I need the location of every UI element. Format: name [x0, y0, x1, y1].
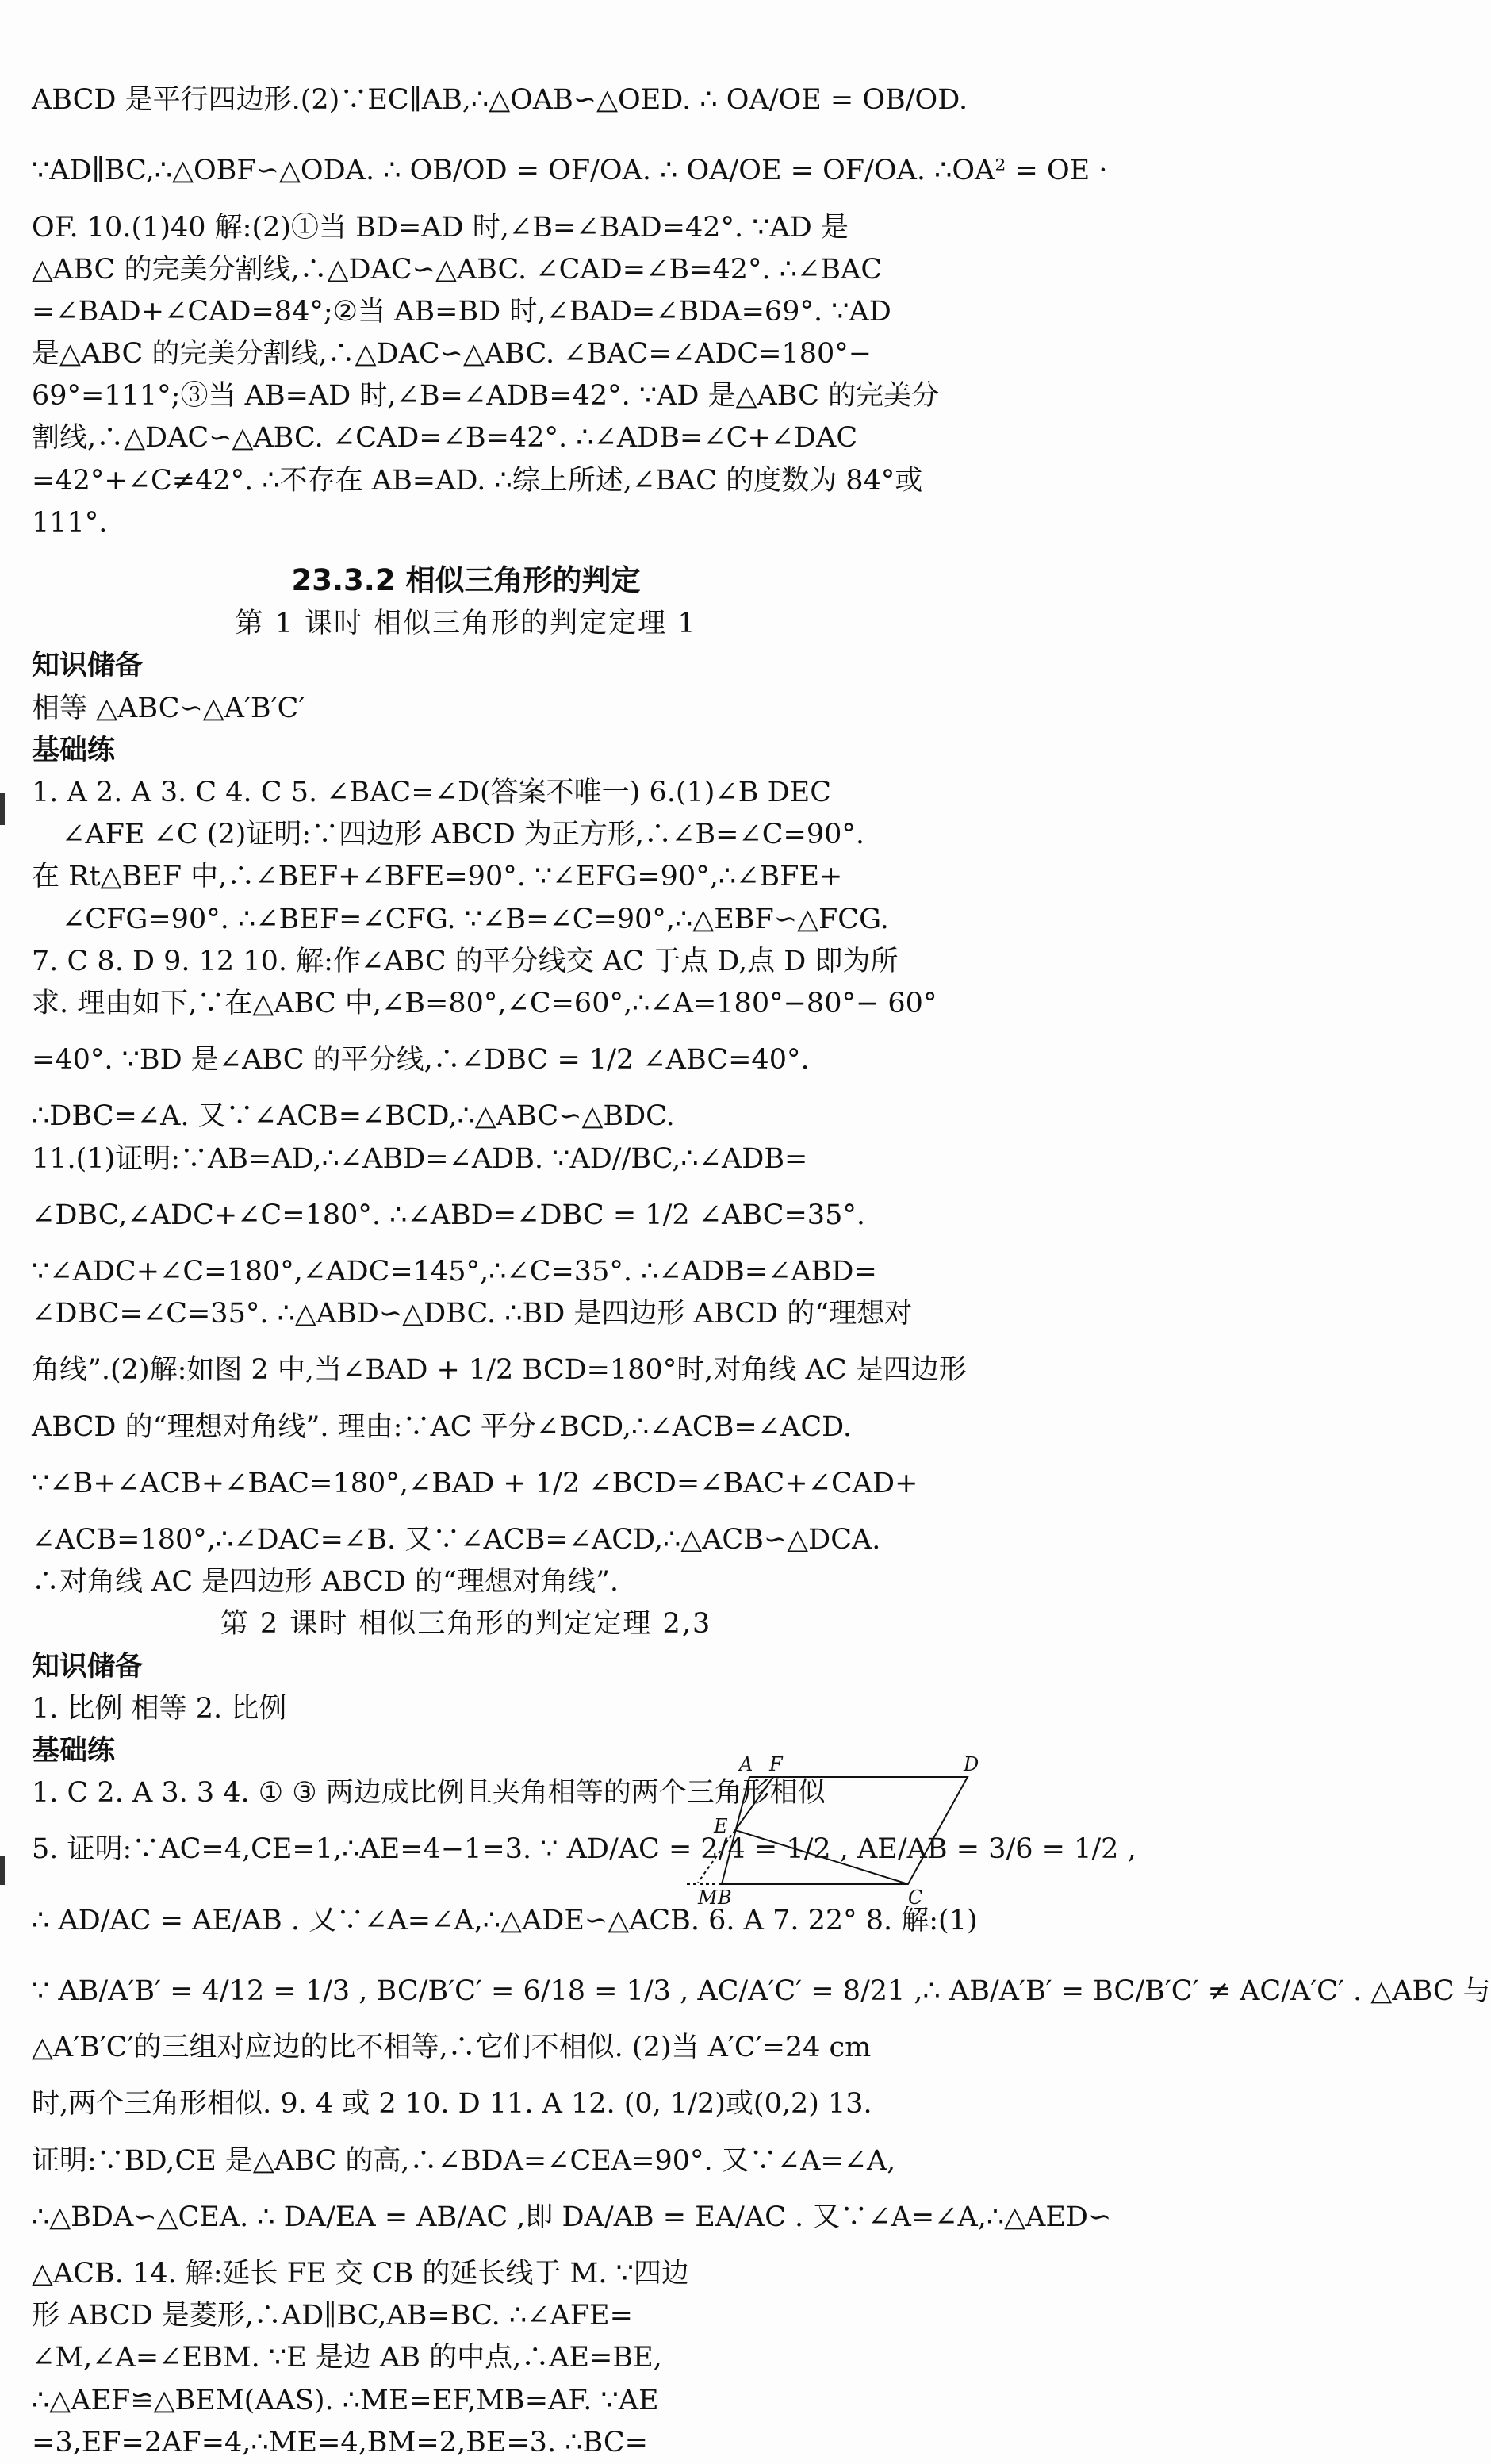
- text-line: 割线,∴△DAC∽△ABC. ∠CAD=∠B=42°. ∴∠ADB=∠C+∠DAC: [32, 422, 858, 455]
- text-line: ∴DBC=∠A. 又∵∠ACB=∠BCD,∴△ABC∽△BDC.: [32, 1100, 675, 1133]
- rhombus-figure: [698, 1753, 991, 1912]
- segment-ec: [735, 1830, 908, 1884]
- text-line: ABCD 是平行四边形.(2)∵EC∥AB,∴△OAB∽△OED. ∴ OA/OE = OB/OD.: [32, 84, 968, 116]
- knowledge-heading: 知识储备: [32, 1650, 144, 1683]
- text-line: ∴ AD/AC = AE/AB . 又∵∠A=∠A,∴△ADE∽△ACB. 6. A 7. 22° 8. 解:(1): [32, 1904, 978, 1936]
- text-line: =3,EF=2AF=4,∴ME=4,BM=2,BE=3. ∴BC=: [32, 2426, 648, 2458]
- text-line: ∠CFG=90°. ∴∠BEF=∠CFG. ∵∠B=∠C=90°,∴△EBF∽△FCG.: [62, 903, 889, 935]
- label-c: C: [908, 1886, 923, 1909]
- text-line: ∴△AEF≌△BEM(AAS). ∴ME=EF,MB=AF. ∵AE: [32, 2384, 659, 2416]
- lesson1-answers: [32, 772, 967, 1603]
- text-line: 69°=111°;③当 AB=AD 时,∠B=∠ADB=42°. ∵AD 是△ABC 的完美分: [32, 380, 940, 413]
- text-line: ∴△BDA∽△CEA. ∴ DA/EA = AB/AC ,即 DA/AB = EA/AC . 又∵∠A=∠A,∴△AED∽: [32, 2201, 1112, 2233]
- intro-block: [32, 65, 1108, 544]
- text-line: ∴对角线 AC 是四边形 ABCD 的“理想对角线”.: [32, 1566, 619, 1599]
- knowledge-answer: 相等 △ABC∽△A′B′C′: [32, 692, 305, 724]
- text-line: 111°.: [32, 506, 108, 539]
- text-line: ∵∠ADC+∠C=180°,∠ADC=145°,∴∠C=35°. ∴∠ADB=∠ABD=: [32, 1255, 877, 1288]
- knowledge-answer: 1. 比例 相等 2. 比例: [32, 1692, 287, 1725]
- binding-edge-mark: [0, 793, 5, 825]
- knowledge-heading: 知识储备: [32, 650, 144, 682]
- text-line: 是△ABC 的完美分割线,∴△DAC∽△ABC. ∠BAC=∠ADC=180°−: [32, 338, 872, 370]
- text-line: =42°+∠C≠42°. ∴不存在 AB=AD. ∴综上所述,∠BAC 的度数为 84°或: [32, 464, 923, 497]
- basic-heading: 基础练: [32, 734, 116, 766]
- text-line: △ACB. 14. 解:延长 FE 交 CB 的延长线于 M. ∵四边: [32, 2257, 689, 2289]
- text-line: ∠AFE ∠C (2)证明:∵四边形 ABCD 为正方形,∴∠B=∠C=90°.: [62, 819, 864, 851]
- section-title: 23.3.2 相似三角形的判定: [291, 563, 641, 597]
- text-line: 在 Rt△BEF 中,∴∠BEF+∠BFE=90°. ∵∠EFG=90°,∴∠BFE+: [32, 861, 843, 893]
- text-line: 角线”.(2)解:如图 2 中,当∠BAD + 1/2 BCD=180°时,对角线 AC 是四边形: [32, 1354, 967, 1387]
- label-e: E: [714, 1815, 728, 1837]
- label-f: F: [769, 1753, 783, 1775]
- text-line: 7. C 8. D 9. 12 10. 解:作∠ABC 的平分线交 AC 于点 D,点 D 即为所: [32, 945, 899, 977]
- text-line: 求. 理由如下,∵在△ABC 中,∠B=80°,∠C=60°,∴∠A=180°−80°− 60°: [32, 987, 937, 1019]
- text-line: =40°. ∵BD 是∠ABC 的平分线,∴∠DBC = 1/2 ∠ABC=40°.: [32, 1044, 810, 1077]
- text-line: OF. 10.(1)40 解:(2)①当 BD=AD 时,∠B=∠BAD=42°. ∵AD 是: [32, 211, 849, 244]
- text-line: ∠M,∠A=∠EBM. ∵E 是边 AB 的中点,∴AE=BE,: [32, 2342, 662, 2374]
- text-line: ∠DBC=∠C=35°. ∴△ABD∽△DBC. ∴BD 是四边形 ABCD 的“理想对: [32, 1298, 913, 1330]
- label-m: M: [698, 1886, 718, 1909]
- label-d: D: [964, 1753, 979, 1775]
- text-line: 11.(1)证明:∵AB=AD,∴∠ABD=∠ADB. ∵AD//BC,∴∠ADB=: [32, 1142, 808, 1175]
- text-line: =∠BAD+∠CAD=84°;②当 AB=BD 时,∠BAD=∠BDA=69°. ∵AD: [32, 295, 891, 328]
- text-line: △A′B′C′的三组对应边的比不相等,∴它们不相似. (2)当 A′C′=24 cm: [32, 2032, 872, 2064]
- text-line: ABCD 的“理想对角线”. 理由:∵AC 平分∠BCD,∴∠ACB=∠ACD.: [32, 1410, 853, 1443]
- text-line: ∠ACB=180°,∴∠DAC=∠B. 又∵∠ACB=∠ACD,∴△ACB∽△DCA.: [32, 1524, 881, 1556]
- lesson-title: 第 1 课时 相似三角形的判定定理 1: [235, 608, 697, 640]
- text-line: 1. A 2. A 3. C 4. C 5. ∠BAC=∠D(答案不唯一) 6.(1)∠B DEC: [32, 776, 831, 808]
- lesson-title: 第 2 课时 相似三角形的判定定理 2,3: [220, 1608, 712, 1641]
- rhombus-outline: [722, 1777, 968, 1884]
- text-line: 证明:∵BD,CE 是△ABC 的高,∴∠BDA=∠CEA=90°. 又∵∠A=∠A,: [32, 2144, 896, 2177]
- segment-fe: [735, 1777, 773, 1830]
- text-line: ∵AD∥BC,∴△OBF∽△ODA. ∴ OB/OD = OF/OA. ∴ OA/OE = OF/OA. ∴OA² = OE ·: [32, 155, 1108, 187]
- label-b: B: [718, 1886, 732, 1909]
- text-line: 形 ABCD 是菱形,∴AD∥BC,AB=BC. ∴∠AFE=: [32, 2300, 633, 2332]
- binding-edge-mark: [0, 1856, 5, 1885]
- text-line: ∵ AB/A′B′ = 4/12 = 1/3 , BC/B′C′ = 6/18 = 1/3 , AC/A′C′ = 8/21 ,∴ AB/A′B′ = BC/B′C′ ≠ AC/A′C′ . △ABC 与: [32, 1975, 1491, 2007]
- text-line: 时,两个三角形相似. 9. 4 或 2 10. D 11. A 12. (0, 1/2)或(0,2) 13.: [32, 2088, 872, 2120]
- label-a: A: [739, 1753, 753, 1775]
- text-line: ∵∠B+∠ACB+∠BAC=180°,∠BAD + 1/2 ∠BCD=∠BAC+∠CAD+: [32, 1467, 918, 1499]
- basic-heading: 基础练: [32, 1734, 116, 1767]
- text-line: 5. 证明:∵AC=4,CE=1,∴AE=4−1=3. ∵ AD/AC = 2/4 = 1/2 , AE/AB = 3/6 = 1/2 ,: [32, 1833, 1136, 1866]
- text-line: 1. C 2. A 3. 3 4. ① ③ 两边成比例且夹角相等的两个三角形相似: [32, 1777, 826, 1810]
- text-line: △ABC 的完美分割线,∴△DAC∽△ABC. ∠CAD=∠B=42°. ∴∠BAC: [32, 253, 883, 286]
- text-line: ∠DBC,∠ADC+∠C=180°. ∴∠ABD=∠DBC = 1/2 ∠ABC=35°.: [32, 1199, 865, 1231]
